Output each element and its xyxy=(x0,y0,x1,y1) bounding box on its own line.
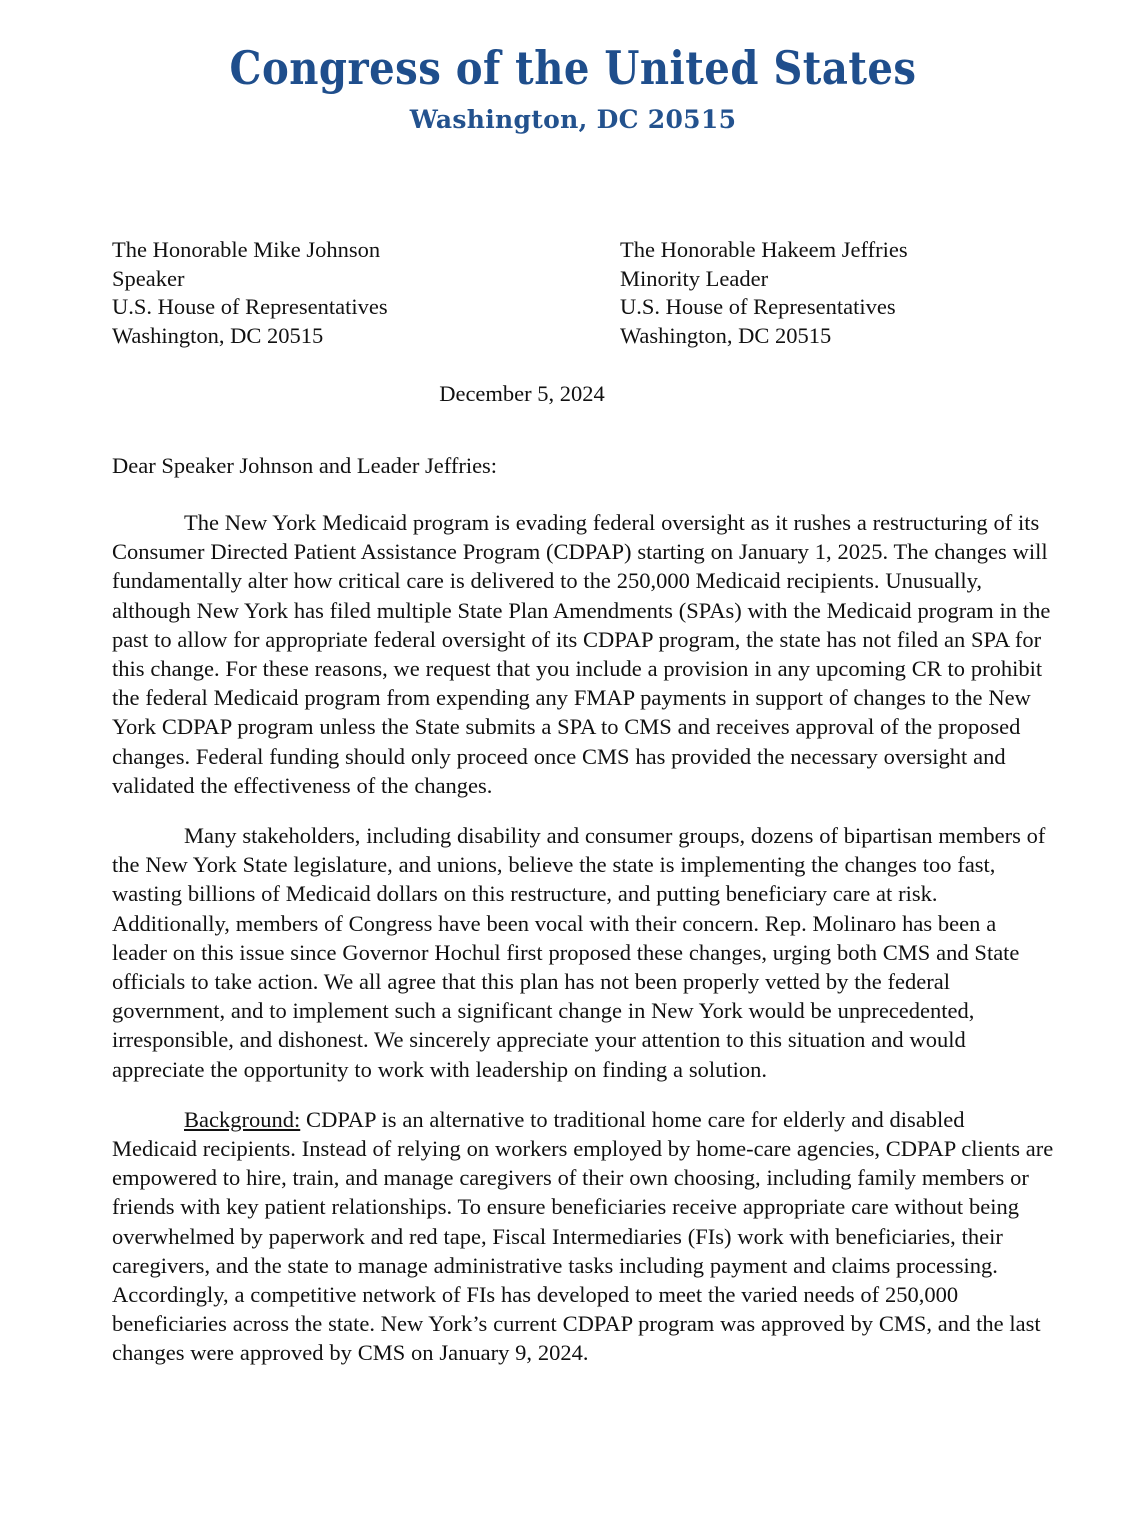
letter-date: December 5, 2024 xyxy=(439,381,605,406)
letter-body xyxy=(112,508,1054,1368)
recipient-right-city-state-zip: Washington, DC 20515 xyxy=(620,322,832,348)
recipient-right-title: Minority Leader xyxy=(620,265,769,291)
recipient-left-city-state-zip: Washington, DC 20515 xyxy=(112,322,324,348)
body-paragraph-1: The New York Medicaid program is evading federal oversight as it rushes a restructuring of its Consumer Directed Patient Assistance Program (CDPAP) starting on January 1, 2025. The changes will fundamentally alter how critical care is delivered to the 250,000 Medicaid recipients. Unusually, although New York has filed multiple State Plan Amendments (SPAs) with the Medicaid program in the past to allow for appropriate federal oversight of its CDPAP program, the state has not filed an SPA for this change. For these reasons, we request that you include a provision in any upcoming CR to prohibit the federal Medicaid program from expending any FMAP payments in support of changes to the New York CDPAP program unless the State submits a SPA to CMS and receives approval of the proposed changes. Federal funding should only proceed once CMS has provided the necessary oversight and validated the effectiveness of the changes. xyxy=(112,510,1051,798)
recipient-left-chamber: U.S. House of Representatives xyxy=(112,294,388,319)
recipient-right-name: The Honorable Hakeem Jeffries xyxy=(620,237,908,262)
salutation: Dear Speaker Johnson and Leader Jeffries: xyxy=(112,453,498,478)
letterhead-subtitle: Washington, DC 20515 xyxy=(409,105,737,135)
recipient-address-block xyxy=(112,236,1052,350)
recipient-right-chamber: U.S. House of Representatives xyxy=(620,294,896,319)
recipient-left-title: Speaker xyxy=(112,265,185,291)
recipient-address-left xyxy=(112,236,620,350)
letterhead-title: Congress of the United States xyxy=(229,41,917,95)
body-paragraph-2: Many stakeholders, including disability and consumer groups, dozens of bipartisan members of the New York State legislature, and unions, believe the state is implementing the changes too fast, wasting billions of Medicaid dollars on this restructure, and putting beneficiary care at risk. Additionally, members of Congress have been vocal with their concern. Rep. Molinaro has been a leader on this issue since Governor Hochul first proposed these changes, urging both CMS and State officials to take action. We all agree that this plan has not been properly vetted by the federal government, and to implement such a significant change in New York would be unprecedented, irresponsible, and dishonest. We sincerely appreciate your attention to this situation and would appreciate the opportunity to work with leadership on finding a solution. xyxy=(112,823,1046,1082)
recipient-address-right xyxy=(620,236,1052,350)
letterhead xyxy=(0,0,1146,134)
background-body: CDPAP is an alternative to traditional home care for elderly and disabled Medicaid recipients. Instead of relying on workers employed by home-care agencies, CDPAP clients are empowered to hire, train, and manage caregivers of their own choosing, including family members or friends with key patient relationships. To ensure beneficiaries receive appropriate care without being overwhelmed by paperwork and red tape, Fiscal Intermediaries (FIs) work with beneficiaries, their caregivers, and the state to manage administrative tasks including payment and claims processing. Accordingly, a competitive network of FIs has developed to meet the varied needs of 250,000 beneficiaries across the state. New York’s current CDPAP program was approved by CMS, and the last changes were approved by CMS on January 9, 2024. xyxy=(112,1106,1054,1366)
background-heading: Background: xyxy=(184,1106,301,1132)
body-paragraph-3 xyxy=(112,1105,1054,1368)
recipient-left-name: The Honorable Mike Johnson xyxy=(112,237,381,262)
